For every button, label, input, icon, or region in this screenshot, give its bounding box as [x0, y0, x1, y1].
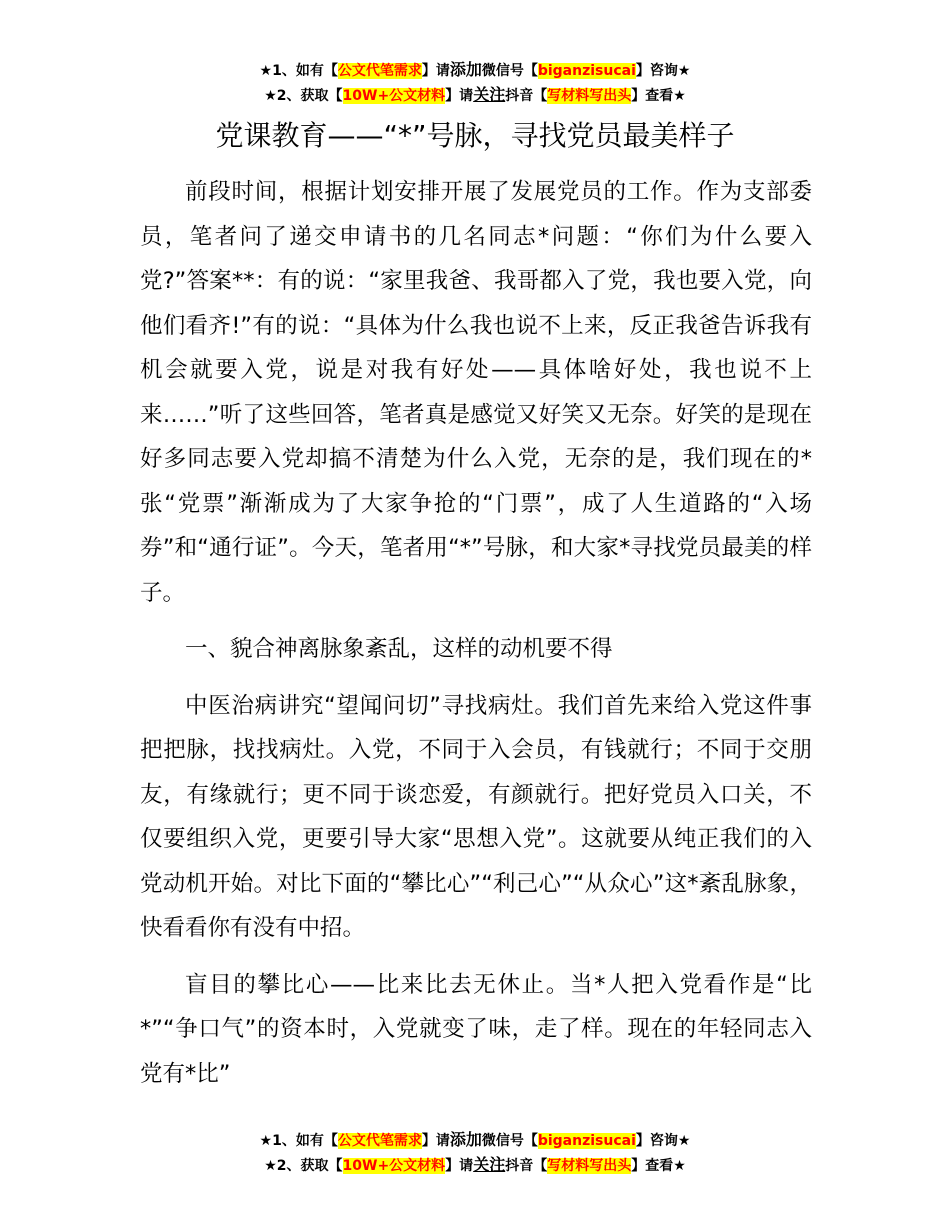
banner-line-2: ★2、获取【10W+公文材料】请关注抖音【写材料写出头】查看★ — [264, 85, 686, 104]
footer-banner — [0, 1128, 950, 1178]
body-paragraph: 中医治病讲究“望闻问切”寻找病灶。我们首先来给入党这件事把把脉，找找病灶。入党，不同于入会员，有钱就行；不同于交朋友，有缘就行；更不同于谈恋爱，有颜就行。把好党员入口关，不仅要组织入党，更要引导大家“思想入党”。这就要从纯正我们的入党动机开始。对比下面的“攀比心”“利己心”“从众心”这*紊乱脉象，快看看你有没有中招。 — [140, 692, 812, 941]
document-title: 党课教育——“*”号脉，寻找党员最美样子 — [215, 119, 735, 152]
header-banner — [0, 58, 950, 108]
banner-line-1: ★1、如有【公文代笔需求】请添加微信号【biganzisucai】咨询★ — [259, 1130, 691, 1149]
section-heading: 一、貌合神离脉象紊乱，这样的动机要不得 — [185, 636, 613, 662]
banner-line-2: ★2、获取【10W+公文材料】请关注抖音【写材料写出头】查看★ — [264, 1155, 686, 1174]
intro-paragraph: 前段时间，根据计划安排开展了发展党员的工作。作为支部委员，笔者问了递交申请书的几名同志*问题：“你们为什么要入党?”答案**：有的说：“家里我爸、我哥都入了党，我也要入党，向他们看齐!”有的说：“具体为什么我也说不上来，反正我爸告诉我有机会就要入党，说是对我有好处——具体啥好处，我也说不上来……”听了这些回答，笔者真是感觉又好笑又无奈。好笑的是现在好多同志要入党却搞不清楚为什么入党，无奈的是，我们现在的*张“党票”渐渐成为了大家争抢的“门票”，成了人生道路的“入场券”和“通行证”。今天，笔者用“*”号脉，和大家*寻找党员最美的样子。 — [140, 179, 812, 606]
body-paragraph: 盲目的攀比心——比来比去无休止。当*人把入党看作是“比*”“争口气”的资本时，入党就变了味，走了样。现在的年轻同志入党有*比” — [140, 971, 812, 1087]
document-body — [140, 170, 812, 1108]
banner-line-1: ★1、如有【公文代笔需求】请添加微信号【biganzisucai】咨询★ — [259, 60, 691, 79]
